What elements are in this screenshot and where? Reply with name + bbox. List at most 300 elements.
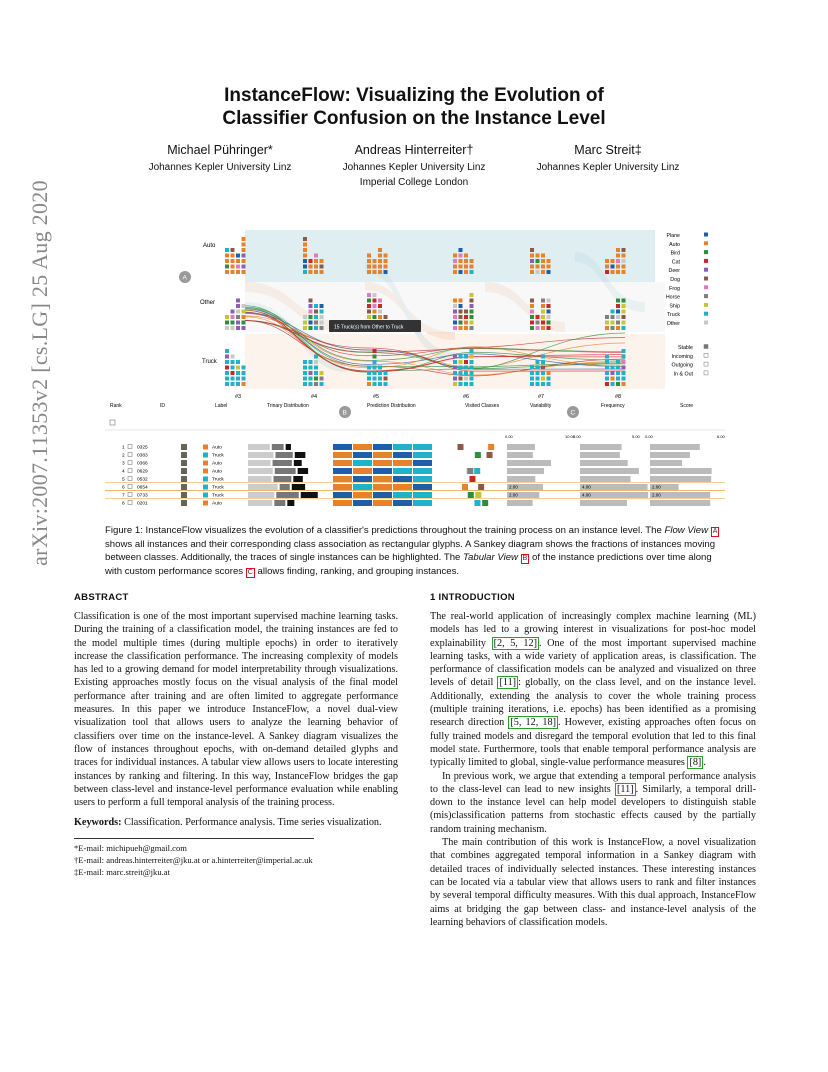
prediction-segment [353, 476, 372, 482]
citation-link[interactable]: [11] [499, 677, 517, 689]
instance-glyph [231, 270, 235, 274]
prediction-segment [353, 452, 372, 458]
instance-glyph [231, 377, 235, 381]
prediction-segment [373, 444, 392, 450]
legend-trace-swatch [704, 362, 708, 366]
instance-glyph [541, 299, 545, 303]
trinary-segment [276, 492, 298, 498]
instance-glyph [453, 355, 457, 359]
table-header [105, 403, 725, 430]
variability-bar [507, 452, 533, 458]
instance-glyph [314, 366, 318, 370]
instance-glyph [464, 254, 468, 258]
instance-glyph [541, 270, 545, 274]
instance-glyph [605, 355, 609, 359]
instance-glyph [231, 326, 235, 330]
legend-swatch [704, 241, 708, 245]
instance-glyph [616, 315, 620, 319]
visited-class [475, 452, 481, 458]
legend-trace-swatch [704, 345, 708, 349]
instance-glyph [236, 371, 240, 375]
instance-glyph [541, 321, 545, 325]
instance-glyph [373, 315, 377, 319]
instance-glyph [453, 326, 457, 330]
prediction-segment [353, 484, 372, 490]
label-cell: Auto [212, 445, 222, 451]
caption-text: shows all instances and their corresponding class association as rectangular glyphs. A Sankey diagram shows the [105, 538, 589, 550]
visited-class [462, 484, 468, 490]
instance-glyph [373, 349, 377, 353]
epoch-label: #8 [615, 394, 622, 400]
instance-glyph [547, 265, 551, 269]
row-label-other: Other [200, 300, 216, 306]
instance-glyph [373, 304, 377, 308]
arxiv-stamp: arXiv:2007.11353v2 [cs.LG] 25 Aug 2020 [27, 180, 52, 566]
instance-glyph [464, 321, 468, 325]
prediction-segment [393, 444, 412, 450]
instance-glyph [303, 243, 307, 247]
instance-glyph [464, 326, 468, 330]
col-header-trinary[interactable]: Trinary Distribution [267, 403, 309, 409]
instance-glyph [236, 259, 240, 263]
instance-glyph [303, 366, 307, 370]
instance-glyph [225, 270, 229, 274]
instance-glyph [547, 259, 551, 263]
prediction-segment [333, 452, 352, 458]
label-swatch [203, 453, 208, 458]
instance-glyph [616, 248, 620, 252]
instance-glyph [547, 321, 551, 325]
author-2 [324, 143, 504, 190]
label-cell: Truck [212, 493, 224, 499]
rank-cell: 2 [122, 453, 125, 459]
intro-text: In previous work, we argue that extending a temporal performance analysis to the class-level can lead to new insights [430, 770, 756, 795]
frequency-bar [580, 452, 620, 458]
title-line-1: InstanceFlow: Visualizing the Evolution of [224, 85, 604, 106]
prediction-segment [333, 468, 352, 474]
trinary-segment [287, 500, 294, 506]
instance-glyph [622, 366, 626, 370]
variability-bar [507, 468, 544, 474]
instance-glyph [225, 382, 229, 386]
row-checkbox[interactable] [128, 445, 132, 449]
instance-glyph [314, 315, 318, 319]
frequency-bar [580, 444, 622, 450]
thumbnail [181, 500, 187, 506]
instance-glyph [622, 377, 626, 381]
instance-glyph [470, 326, 474, 330]
instance-glyph [459, 371, 463, 375]
trinary-segment [292, 484, 305, 490]
instance-glyph [622, 360, 626, 364]
instance-glyph [464, 366, 468, 370]
legend-label: Ship [669, 303, 680, 310]
variability-value: 2.00 [509, 492, 518, 498]
instance-glyph [611, 321, 615, 325]
prediction-segment [413, 444, 432, 450]
instance-glyph [303, 270, 307, 274]
prediction-segment [393, 484, 412, 490]
instance-glyph [464, 377, 468, 381]
footnote-rule [74, 838, 314, 839]
instance-glyph [314, 377, 318, 381]
instance-glyph [605, 265, 609, 269]
tooltip-text: 15 Truck(s) from Other to Truck [334, 324, 404, 331]
col-header-variability[interactable]: Variability [530, 403, 552, 409]
abstract-body: Classification is one of the most important supervised machine learning tasks. During the training of a classification model, the training instances are fed to the model multiple times (during multiple epochs) in order to iteratively increase the classification performance. The increasing complexity of models has led to a growing demand for model interpretability through visualizations. Existing approaches mostly focus on the visual analysis of the final model performance after training and are often limited to aggregate performance measures. In this paper we introduce InstanceFlow, a novel dual-view visualization tool that allows users to analyze the learning behavior of classifiers over time on the instance-level. A Sankey diagram visualizes the flow of instances throughout epochs, with on-demand detailed glyphs and traces for individual instances. A tabular view allows users to locate interesting instances by ranking and filtering. In this way, InstanceFlow bridges the gap between class-level and instance-level performance evaluation while enabling users to perform a full temporal analysis of the training process. [74, 611, 398, 809]
row-checkbox[interactable] [128, 453, 132, 457]
legend-swatch [704, 294, 708, 298]
instance-glyph [303, 254, 307, 258]
select-all-checkbox[interactable] [110, 420, 115, 425]
instance-glyph [453, 304, 457, 308]
badge-c-label: C [570, 409, 576, 417]
instance-glyph [367, 304, 371, 308]
prediction-segment [353, 500, 372, 506]
instance-glyph [547, 326, 551, 330]
instance-glyph [605, 270, 609, 274]
instance-glyph [373, 270, 377, 274]
citation-link[interactable]: [11] [617, 783, 634, 795]
prediction-segment [333, 476, 352, 482]
instance-glyph [309, 366, 313, 370]
prediction-segment [413, 476, 432, 482]
citation-link[interactable]: [2, 5, 12] [493, 637, 538, 649]
instance-glyph [309, 321, 313, 325]
instance-glyph [611, 310, 615, 314]
legend-trace-label: In & Out [673, 371, 693, 378]
instance-glyph [320, 259, 324, 263]
instance-glyph [616, 254, 620, 258]
instance-glyph [320, 377, 324, 381]
trinary-segment [248, 476, 271, 482]
instance-glyph [309, 326, 313, 330]
visited-class [469, 476, 475, 482]
instance-glyph [367, 315, 371, 319]
instance-glyph [536, 321, 540, 325]
badge-a-label: A [182, 274, 187, 282]
intro-text: : globally, on the class level, and on the instance level. Additionally, extending the analysis to cover the whole training process (multiple training iterations, i.e. epochs) has been identified as a promising research direction [430, 677, 757, 729]
instance-glyph [616, 377, 620, 381]
instance-glyph [470, 355, 474, 359]
instance-glyph [541, 259, 545, 263]
visited-class [487, 452, 493, 458]
instance-glyph [384, 371, 388, 375]
instance-glyph [605, 371, 609, 375]
author-name: Andreas Hinterreiter† [354, 143, 474, 157]
instance-glyph [320, 310, 324, 314]
legend-label: Bird [670, 250, 680, 257]
instance-glyph [384, 377, 388, 381]
trinary-segment [275, 468, 296, 474]
instance-glyph [231, 360, 235, 364]
instance-glyph [616, 360, 620, 364]
instance-glyph [536, 270, 540, 274]
paper-title [0, 84, 828, 130]
instance-glyph [622, 310, 626, 314]
col-header-rank[interactable]: Rank [110, 403, 122, 409]
instance-glyph [242, 371, 246, 375]
instance-glyph [541, 304, 545, 308]
instance-glyph [453, 265, 457, 269]
instance-glyph [453, 360, 457, 364]
citation-link[interactable]: [8] [689, 757, 702, 769]
instance-glyph [236, 270, 240, 274]
instance-glyph [453, 371, 457, 375]
instance-glyph [605, 315, 609, 319]
id-cell: 0733 [137, 493, 148, 499]
instance-glyph [470, 349, 474, 353]
thumbnail [181, 444, 187, 450]
prediction-segment [373, 476, 392, 482]
instance-glyph [530, 299, 534, 303]
rank-cell: 1 [122, 445, 125, 451]
instance-glyph [530, 310, 534, 314]
caption-box-b: B [522, 555, 528, 562]
intro-paragraph-3: The main contribution of this work is InstanceFlow, a novel visualization that combines aggregated temporal information in a Sankey diagram with detailed traces of individually selected instances. These interesting instances can be located via a tabular view that allows users to rank and filter instances by several temporal difficulty measures. With this dual approach, InstanceFlow aims at bridging the gap between class- and instance-level analysis of the learning behaviors of classification models. [430, 837, 756, 928]
col-header-id[interactable]: ID [160, 403, 165, 409]
thumbnail [181, 484, 187, 490]
instance-glyph [536, 265, 540, 269]
visited-class [474, 468, 480, 474]
instance-glyph [309, 382, 313, 386]
instance-glyph [384, 382, 388, 386]
instance-glyph [236, 315, 240, 319]
col-header-label[interactable]: Label [215, 403, 228, 409]
instance-glyph [231, 254, 235, 258]
instance-glyph [616, 270, 620, 274]
legend-trace-label: Outgoing [671, 362, 693, 369]
instance-glyph [309, 299, 313, 303]
instance-table [105, 434, 725, 507]
instance-glyph [453, 310, 457, 314]
instance-glyph [453, 270, 457, 274]
prediction-segment [333, 460, 352, 466]
label-swatch [203, 493, 208, 498]
instance-glyph [459, 265, 463, 269]
instance-glyph [225, 254, 229, 258]
instance-glyph [378, 366, 382, 370]
instance-glyph [464, 265, 468, 269]
instance-glyph [530, 304, 534, 308]
instance-glyph [541, 360, 545, 364]
instance-glyph [470, 371, 474, 375]
instance-glyph [530, 377, 534, 381]
prediction-segment [353, 468, 372, 474]
instance-glyph [470, 315, 474, 319]
axis-tick: 0.00 [573, 434, 581, 439]
keywords-label: Keywords: [74, 817, 122, 829]
footnote-3: ‡E-mail: marc.streit@jku.at [74, 866, 170, 877]
instance-glyph [314, 265, 318, 269]
instance-glyph [470, 310, 474, 314]
instance-glyph [622, 299, 626, 303]
instance-glyph [367, 377, 371, 381]
instance-glyph [616, 321, 620, 325]
instance-glyph [384, 265, 388, 269]
intro-paragraph-1 [430, 610, 756, 770]
instance-glyph [459, 259, 463, 263]
prediction-segment [333, 484, 352, 490]
row-checkbox[interactable] [128, 501, 132, 505]
instance-glyph [242, 321, 246, 325]
instance-glyph [303, 237, 307, 241]
row-checkbox[interactable] [128, 485, 132, 489]
instance-glyph [547, 304, 551, 308]
instance-glyph [622, 355, 626, 359]
instance-glyph [611, 315, 615, 319]
instance-glyph [320, 270, 324, 274]
instance-glyph [378, 270, 382, 274]
epoch-labels [235, 394, 621, 400]
prediction-segment [353, 444, 372, 450]
author-name: Marc Streit‡ [574, 143, 642, 157]
instance-glyph [320, 326, 324, 330]
row-label-truck: Truck [202, 359, 217, 365]
instance-glyph [320, 371, 324, 375]
prediction-segment [413, 460, 432, 466]
score-value: 2.00 [652, 492, 661, 498]
instance-glyph [314, 259, 318, 263]
intro-heading: 1 INTRODUCTION [430, 592, 515, 603]
prediction-segment [413, 500, 432, 506]
trinary-segment [293, 476, 302, 482]
visited-class [468, 492, 474, 498]
col-header-visited[interactable]: Visited Classes [465, 403, 500, 409]
instance-glyph [459, 310, 463, 314]
instance-glyph [605, 321, 609, 325]
prediction-segment [373, 492, 392, 498]
variability-bar [507, 476, 535, 482]
instance-glyph [242, 265, 246, 269]
instance-glyph [303, 360, 307, 364]
col-header-prediction[interactable]: Prediction Distribution [367, 403, 416, 409]
intro-text: The real-world application of increasingly complex machine learning (ML) models has led to a growing interest in visualizations for post-hoc model explainability [430, 611, 756, 649]
author-affiliation-2: Imperial College London [359, 177, 469, 188]
instance-glyph [605, 377, 609, 381]
instance-glyph [236, 310, 240, 314]
citation-link[interactable]: [5, 12, 18] [510, 717, 556, 729]
instance-glyph [303, 315, 307, 319]
instance-glyph [236, 265, 240, 269]
trinary-segment [273, 460, 292, 466]
caption-text: of the instance predictions over time along with custom performance scores [105, 552, 712, 577]
instance-glyph [309, 371, 313, 375]
instance-glyph [611, 265, 615, 269]
instance-glyph [536, 360, 540, 364]
instance-glyph [242, 382, 246, 386]
instance-glyph [242, 377, 246, 381]
visited-class [474, 500, 480, 506]
instance-glyph [242, 259, 246, 263]
instance-glyph [541, 382, 545, 386]
score-bar [650, 460, 682, 466]
instance-glyph [464, 315, 468, 319]
instance-glyph [225, 315, 229, 319]
col-header-frequency[interactable]: Frequency [601, 403, 625, 409]
instance-glyph [231, 355, 235, 359]
intro-text: . Similarly, a temporal drill-down to the instance level can help model developers to distinguish stable (mis)classification patterns from stochastic effects caused by the partially random training mechanism. [430, 783, 757, 835]
prediction-segment [413, 452, 432, 458]
row-checkbox[interactable] [128, 477, 132, 481]
row-checkbox[interactable] [128, 493, 132, 497]
score-bar [650, 444, 700, 450]
instance-glyph [225, 259, 229, 263]
trinary-segment [248, 460, 271, 466]
keywords-text: Classification. Performance analysis. Time series visualization. [124, 817, 382, 829]
trinary-segment [298, 468, 308, 474]
instance-glyph [536, 377, 540, 381]
instance-glyph [530, 259, 534, 263]
visited-class [478, 484, 484, 490]
instance-glyph [314, 326, 318, 330]
instance-glyph [303, 371, 307, 375]
instance-glyph [367, 254, 371, 258]
instance-glyph [464, 270, 468, 274]
trinary-segment [273, 476, 291, 482]
instance-glyph [530, 321, 534, 325]
instance-glyph [225, 355, 229, 359]
instance-glyph [309, 304, 313, 308]
footnote-2: †E-mail: andreas.hinterreiter@jku.at or a.hinterreiter@imperial.ac.uk [74, 854, 313, 865]
row-checkbox[interactable] [128, 469, 132, 473]
row-checkbox[interactable] [128, 461, 132, 465]
rank-cell: 4 [122, 469, 125, 475]
instance-glyph [616, 265, 620, 269]
label-swatch [203, 477, 208, 482]
instance-glyph [622, 259, 626, 263]
instance-glyph [231, 248, 235, 252]
instanceflow-figure-svg [105, 222, 725, 515]
instance-glyph [464, 310, 468, 314]
instance-glyph [611, 377, 615, 381]
instance-glyph [231, 315, 235, 319]
instance-glyph [231, 321, 235, 325]
instance-glyph [314, 355, 318, 359]
intro-text: . [703, 757, 706, 769]
instance-glyph [309, 377, 313, 381]
prediction-segment [353, 460, 372, 466]
variability-bar [507, 444, 535, 450]
instance-glyph [225, 360, 229, 364]
instance-glyph [453, 377, 457, 381]
instance-glyph [320, 304, 324, 308]
footnotes [74, 842, 398, 878]
instance-glyph [536, 371, 540, 375]
trinary-segment [248, 444, 270, 450]
instance-glyph [367, 293, 371, 297]
instance-glyph [309, 270, 313, 274]
legend-trace-swatch [704, 353, 708, 357]
left-column [74, 592, 398, 878]
prediction-segment [373, 468, 392, 474]
instance-glyph [231, 371, 235, 375]
legend-trace-label: Stable [677, 345, 693, 351]
instance-glyph [236, 304, 240, 308]
instance-glyph [367, 371, 371, 375]
instance-glyph [225, 326, 229, 330]
instance-glyph [367, 270, 371, 274]
instance-glyph [373, 293, 377, 297]
label-swatch [203, 445, 208, 450]
col-header-score[interactable]: Score [680, 403, 694, 409]
prediction-segment [393, 500, 412, 506]
rank-cell: 3 [122, 461, 125, 467]
prediction-segment [413, 468, 432, 474]
legend-label: Plane [666, 233, 680, 239]
trinary-segment [248, 484, 278, 490]
epoch-label: #6 [463, 394, 470, 400]
